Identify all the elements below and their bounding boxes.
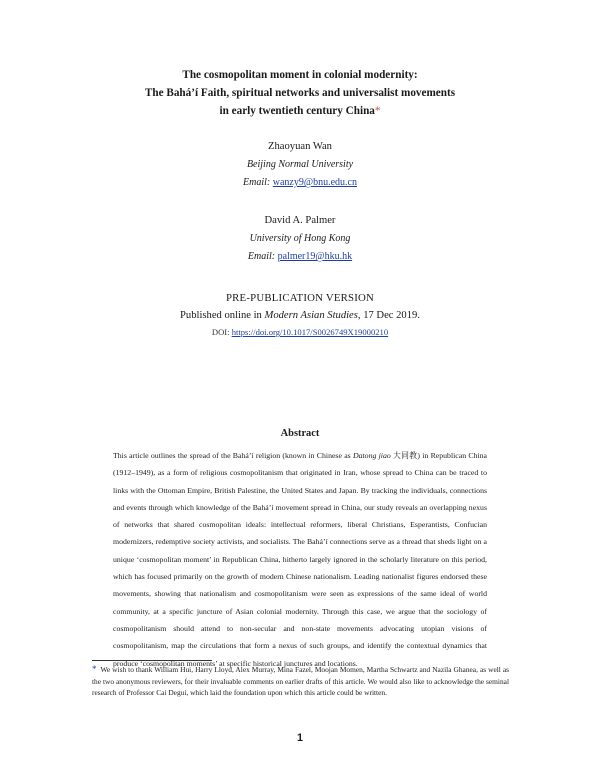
title-line-3-text: in early twentieth century China [219, 105, 375, 117]
footnote-marker: * [92, 664, 97, 674]
doi-label: DOI: [211, 327, 230, 337]
footnote-divider [92, 660, 212, 661]
author-email-link[interactable]: wanzy9@bnu.edu.cn [272, 177, 357, 188]
abstract-part-1: This article outlines the spread of the Bahá’í religion (known in Chinese as [113, 451, 353, 460]
author-affiliation: Beijing Normal University [246, 159, 354, 170]
title-line-2: The Bahá’í Faith, spiritual networks and universalist movements [144, 87, 456, 99]
author-email-line [60, 248, 540, 266]
author-2 [60, 212, 540, 266]
page-number: 1 [296, 732, 303, 744]
title-line-3 [60, 102, 540, 120]
published-date: , 17 Dec 2019. [357, 310, 420, 321]
email-label: Email: [247, 251, 276, 262]
author-affiliation: University of Hong Kong [249, 233, 351, 244]
published-line [60, 307, 540, 324]
publication-info [60, 289, 540, 340]
author-name: David A. Palmer [264, 215, 336, 226]
abstract-term: Datong jiao [352, 451, 391, 460]
title-footnote-marker[interactable]: * [374, 105, 381, 117]
footnote-text: We wish to thank William Hui, Harry Lloyd, Alex Murray, Mina Fazel, Moojan Momen, Martha Schwartz and Nazila Ghanea, as well as the two anonymous reviewers, for their invaluable comments on earlier drafts of this article. We would also like to acknowledge the seminal research of Professor Cai Degui, which laid the foundation upon which this article could be written. [92, 665, 509, 698]
title-line-1: The cosmopolitan moment in colonial modernity: [182, 69, 418, 81]
email-label: Email: [243, 177, 271, 188]
abstract-heading: Abstract [280, 428, 320, 439]
abstract-part-2: 大同教) in Republican China (1912–1949), as a form of religious cosmopolitanism that originated in Iran, whose spread to China can be traced to links with the Ottoman Empire, British Palestine, the United States and Japan. By tracking the individuals, connections and events through which knowledge of the Bahá’í movement spread in China, our study reveals an overlapping nexus of networks that shared cosmopolitan ideals: intellectual reformers, liberal Christians, Esperantists, Confucian modernizers, redemptive society activists, and socialists. The Bahá’í connections serve as a thread that sheds light on a unique ‘cosmopolitan moment’ in Republican China, hitherto largely ignored in the scholarly literature on this period, which has focused primarily on the growth of modern Chinese nationalism. Leading nationalist figures endorsed these movements, showing that nationalism and cosmopolitanism were seen as expressions of the same ideal of world community, at a specific juncture of Asian colonial modernity. Through this case, we argue that the sociology of cosmopolitanism should attend to non-secular and non-state movements advocating utopian visions of cosmopolitanism, map the circulations that form a nexus of such groups, and identify the contextual dynamics that produce ‘cosmopolitan moments’ at specific historical junctures and locations. [113, 451, 487, 668]
paper-title [60, 66, 540, 120]
footnote [92, 664, 509, 699]
author-name: Zhaoyuan Wan [268, 141, 332, 152]
published-prefix: Published online in [180, 310, 262, 321]
author-1 [60, 138, 540, 192]
author-email-link[interactable]: palmer19@hku.hk [277, 251, 353, 262]
abstract-body [113, 447, 487, 672]
journal-name: Modern Asian Studies [264, 310, 358, 321]
doi-link[interactable]: https://doi.org/10.1017/S0026749X19000210 [231, 327, 389, 337]
doi-line [60, 324, 540, 340]
author-email-line [60, 174, 540, 192]
prepublication-label: PRE-PUBLICATION VERSION [225, 292, 375, 304]
